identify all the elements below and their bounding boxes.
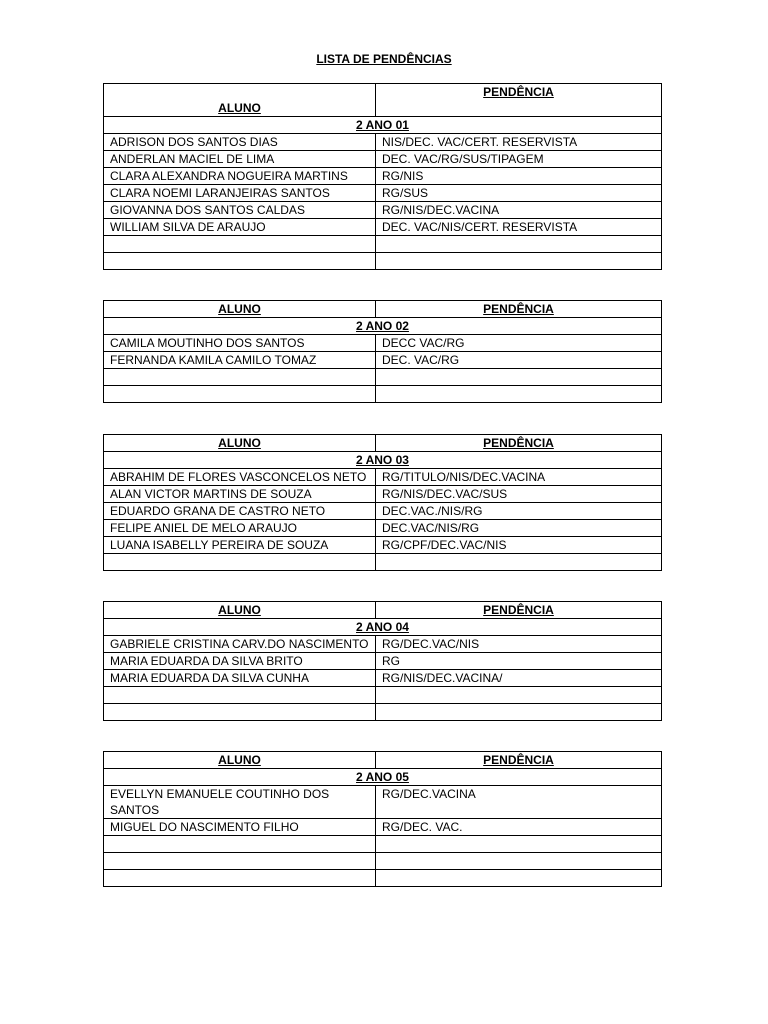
pendencia-cell: DEC. VAC/RG bbox=[376, 352, 662, 369]
table-header-row bbox=[104, 602, 662, 619]
table-2-ano-03 bbox=[103, 434, 662, 571]
table-2-ano-04 bbox=[103, 601, 662, 721]
table-row bbox=[104, 486, 662, 503]
aluno-cell: CAMILA MOUTINHO DOS SANTOS bbox=[104, 335, 376, 352]
column-header-pendencia: PENDÊNCIA bbox=[376, 301, 662, 318]
empty-row bbox=[104, 554, 662, 571]
empty-row bbox=[104, 236, 662, 253]
aluno-cell: GIOVANNA DOS SANTOS CALDAS bbox=[104, 202, 376, 219]
aluno-cell: MARIA EDUARDA DA SILVA CUNHA bbox=[104, 670, 376, 687]
empty-cell bbox=[376, 386, 662, 403]
table-row bbox=[104, 219, 662, 236]
table-row bbox=[104, 335, 662, 352]
column-header-pendencia: PENDÊNCIA bbox=[376, 602, 662, 619]
pendencia-cell: RG/NIS/DEC.VAC/SUS bbox=[376, 486, 662, 503]
table-2-ano-05 bbox=[103, 751, 662, 887]
empty-cell bbox=[376, 870, 662, 887]
table-row bbox=[104, 537, 662, 554]
table-row bbox=[104, 653, 662, 670]
empty-cell bbox=[376, 253, 662, 270]
aluno-cell: WILLIAM SILVA DE ARAUJO bbox=[104, 219, 376, 236]
aluno-cell: GABRIELE CRISTINA CARV.DO NASCIMENTO bbox=[104, 636, 376, 653]
aluno-cell: ABRAHIM DE FLORES VASCONCELOS NETO bbox=[104, 469, 376, 486]
aluno-cell: ADRISON DOS SANTOS DIAS bbox=[104, 134, 376, 151]
section-row bbox=[104, 619, 662, 636]
pendencia-cell: RG/NIS bbox=[376, 168, 662, 185]
empty-row bbox=[104, 836, 662, 853]
empty-cell bbox=[104, 236, 376, 253]
table-header-row bbox=[104, 435, 662, 452]
pendencia-cell: DEC.VAC/NIS/RG bbox=[376, 520, 662, 537]
column-header-pendencia: PENDÊNCIA bbox=[376, 752, 662, 769]
section-label: 2 ANO 01 bbox=[104, 117, 662, 134]
table-row bbox=[104, 185, 662, 202]
column-header-aluno: ALUNO bbox=[104, 752, 376, 769]
table-row bbox=[104, 819, 662, 836]
column-header-aluno: ALUNO bbox=[104, 84, 376, 117]
section-label: 2 ANO 02 bbox=[104, 318, 662, 335]
pendencia-cell: RG/DEC.VAC/NIS bbox=[376, 636, 662, 653]
section-label: 2 ANO 03 bbox=[104, 452, 662, 469]
empty-row bbox=[104, 704, 662, 721]
table-row bbox=[104, 670, 662, 687]
section-label: 2 ANO 04 bbox=[104, 619, 662, 636]
pendencia-cell: RG/DEC. VAC. bbox=[376, 819, 662, 836]
table-row bbox=[104, 352, 662, 369]
column-header-pendencia: PENDÊNCIA bbox=[376, 435, 662, 452]
aluno-cell: MARIA EDUARDA DA SILVA BRITO bbox=[104, 653, 376, 670]
pendencia-cell: RG/NIS/DEC.VACINA bbox=[376, 202, 662, 219]
empty-row bbox=[104, 253, 662, 270]
section-row bbox=[104, 769, 662, 786]
empty-row bbox=[104, 853, 662, 870]
pendencia-cell: RG/TITULO/NIS/DEC.VACINA bbox=[376, 469, 662, 486]
table-row bbox=[104, 520, 662, 537]
empty-row bbox=[104, 369, 662, 386]
empty-row bbox=[104, 687, 662, 704]
pendencia-cell: RG/SUS bbox=[376, 185, 662, 202]
column-header-aluno: ALUNO bbox=[104, 435, 376, 452]
table-row bbox=[104, 168, 662, 185]
section-row bbox=[104, 318, 662, 335]
pendencia-cell: RG bbox=[376, 653, 662, 670]
empty-row bbox=[104, 870, 662, 887]
empty-cell bbox=[376, 853, 662, 870]
section-label: 2 ANO 05 bbox=[104, 769, 662, 786]
empty-cell bbox=[376, 236, 662, 253]
table-row bbox=[104, 503, 662, 520]
empty-cell bbox=[104, 704, 376, 721]
table-row bbox=[104, 469, 662, 486]
aluno-cell: FERNANDA KAMILA CAMILO TOMAZ bbox=[104, 352, 376, 369]
table-row bbox=[104, 786, 662, 819]
table-row bbox=[104, 636, 662, 653]
empty-cell bbox=[376, 369, 662, 386]
aluno-cell: EDUARDO GRANA DE CASTRO NETO bbox=[104, 503, 376, 520]
pendencia-cell: NIS/DEC. VAC/CERT. RESERVISTA bbox=[376, 134, 662, 151]
column-header-aluno: ALUNO bbox=[104, 602, 376, 619]
empty-cell bbox=[104, 253, 376, 270]
aluno-cell: LUANA ISABELLY PEREIRA DE SOUZA bbox=[104, 537, 376, 554]
pendencia-cell: DEC. VAC/NIS/CERT. RESERVISTA bbox=[376, 219, 662, 236]
empty-cell bbox=[376, 554, 662, 571]
table-row bbox=[104, 202, 662, 219]
pendencia-cell: RG/DEC.VACINA bbox=[376, 786, 662, 819]
table-row bbox=[104, 134, 662, 151]
aluno-cell: MIGUEL DO NASCIMENTO FILHO bbox=[104, 819, 376, 836]
aluno-cell: FELIPE ANIEL DE MELO ARAUJO bbox=[104, 520, 376, 537]
page-title: LISTA DE PENDÊNCIAS bbox=[316, 52, 452, 66]
empty-cell bbox=[104, 687, 376, 704]
aluno-cell: CLARA NOEMI LARANJEIRAS SANTOS bbox=[104, 185, 376, 202]
pendencia-cell: DEC. VAC/RG/SUS/TIPAGEM bbox=[376, 151, 662, 168]
table-2-ano-01 bbox=[103, 83, 662, 270]
empty-cell bbox=[104, 386, 376, 403]
section-row bbox=[104, 452, 662, 469]
empty-cell bbox=[376, 687, 662, 704]
table-header-row bbox=[104, 752, 662, 769]
pendencia-cell: RG/NIS/DEC.VACINA/ bbox=[376, 670, 662, 687]
empty-row bbox=[104, 386, 662, 403]
empty-cell bbox=[376, 704, 662, 721]
empty-cell bbox=[104, 870, 376, 887]
table-row bbox=[104, 151, 662, 168]
aluno-cell: ALAN VICTOR MARTINS DE SOUZA bbox=[104, 486, 376, 503]
section-row bbox=[104, 117, 662, 134]
empty-cell bbox=[104, 369, 376, 386]
aluno-cell: ANDERLAN MACIEL DE LIMA bbox=[104, 151, 376, 168]
pendencia-cell: RG/CPF/DEC.VAC/NIS bbox=[376, 537, 662, 554]
column-header-aluno: ALUNO bbox=[104, 301, 376, 318]
table-2-ano-02 bbox=[103, 300, 662, 403]
empty-cell bbox=[376, 836, 662, 853]
column-header-pendencia: PENDÊNCIA bbox=[376, 84, 662, 117]
aluno-cell: EVELLYN EMANUELE COUTINHO DOS SANTOS bbox=[104, 786, 376, 819]
pendencia-cell: DEC.VAC./NIS/RG bbox=[376, 503, 662, 520]
table-header-row bbox=[104, 301, 662, 318]
empty-cell bbox=[104, 554, 376, 571]
empty-cell bbox=[104, 853, 376, 870]
empty-cell bbox=[104, 836, 376, 853]
aluno-cell: CLARA ALEXANDRA NOGUEIRA MARTINS bbox=[104, 168, 376, 185]
pendencia-cell: DECC VAC/RG bbox=[376, 335, 662, 352]
table-header-row bbox=[104, 84, 662, 117]
